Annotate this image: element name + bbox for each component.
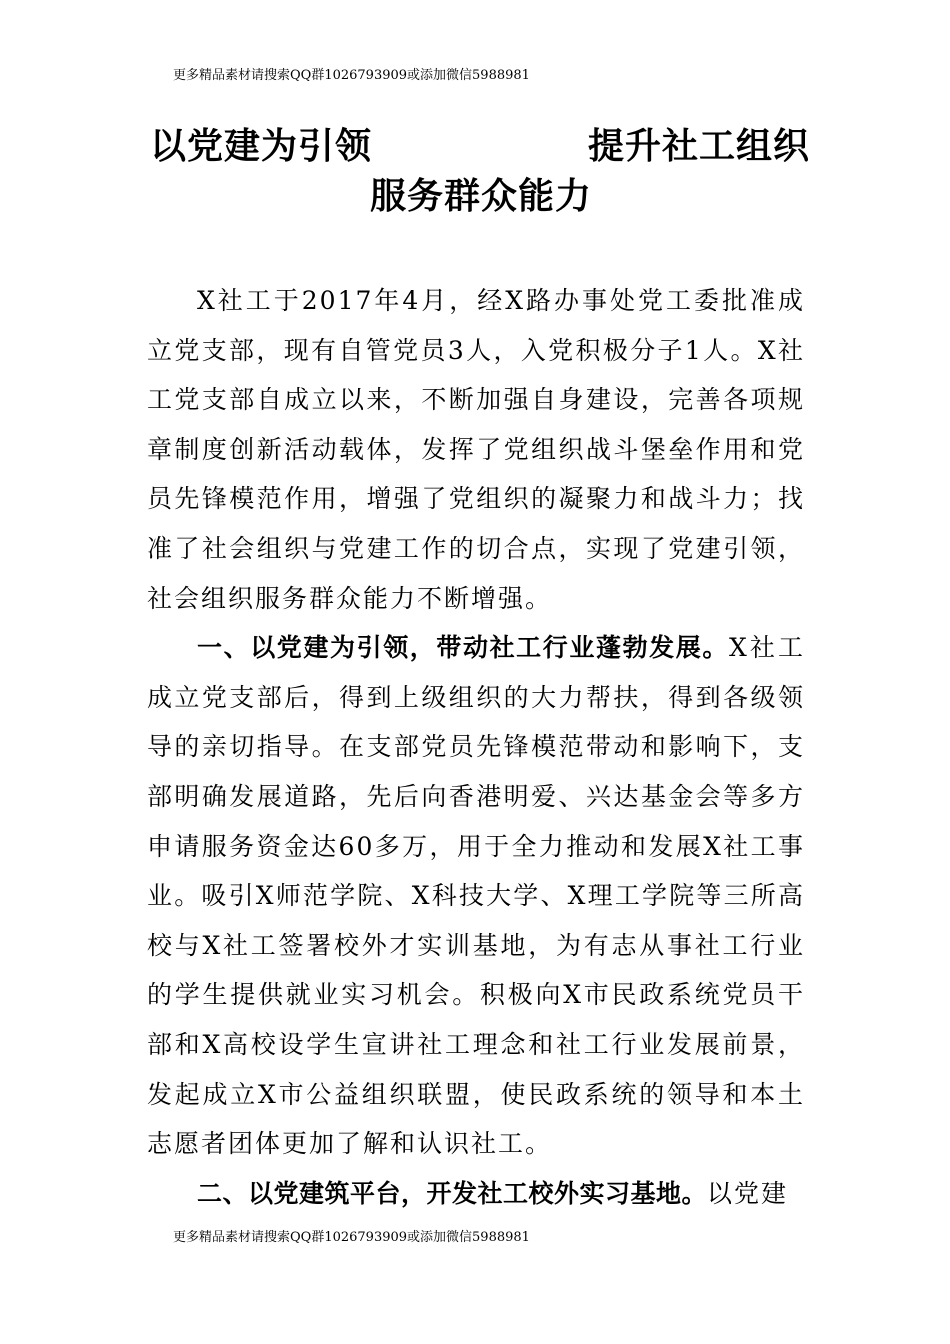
title-part-1: 以党建为引领	[150, 126, 373, 167]
section-2-heading: 二、以党建筑平台，开发社工校外实习基地。	[197, 1178, 708, 1208]
header-note: 更多精品素材请搜索QQ群1026793909或添加微信5988981	[173, 68, 530, 83]
section-1-heading: 一、以党建为引领，带动社工行业蓬勃发展。	[197, 633, 729, 663]
section-1-body: X社工成立党支部后，得到上级组织的大力帮扶，得到各级领导的亲切指导。在支部党员先锋模范带动和影响下，支部明确发展道路，先后向香港明爱、兴达基金会等多方申请服务资金达60多万，用于全力推动和发展X社工事业。吸引X师范学院、X科技大学、X理工学院等三所高校与X社工签署校外才实训基地，为有志从事社工行业的学生提供就业实习机会。积极向X市民政系统党员干部和X高校设学生宣讲社工理念和社工行业发展前景，发起成立X市公益组织联盟，使民政系统的领导和本土志愿者团体更加了解和认识社工。	[147, 633, 805, 1159]
section-1-paragraph	[147, 623, 805, 1169]
document-body	[147, 276, 805, 1218]
section-2-paragraph	[147, 1169, 805, 1219]
title-part-3: 服务群众能力	[370, 176, 593, 217]
intro-paragraph: X社工于2017年4月，经X路办事处党工委批准成立党支部，现有自管党员3人，入党积极分子1人。X社工党支部自成立以来，不断加强自身建设，完善各项规章制度创新活动载体，发挥了党组织战斗堡垒作用和党员先锋模范作用，增强了党组织的凝聚力和战斗力；找准了社会组织与党建工作的切合点，实现了党建引领，社会组织服务群众能力不断增强。	[147, 286, 805, 613]
section-2-body: 以党建	[707, 1178, 789, 1208]
footer-note: 更多精品素材请搜索QQ群1026793909或添加微信5988981	[173, 1230, 530, 1245]
title-part-2: 提升社工组织	[588, 126, 811, 167]
